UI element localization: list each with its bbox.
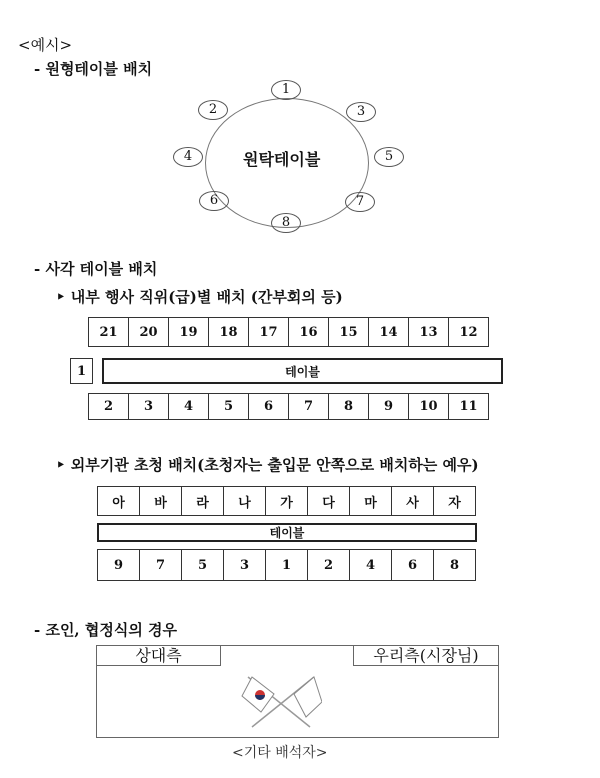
seat-7: 7 [345,192,375,212]
seat-cell: 13 [408,317,449,347]
seat-cell: 18 [208,317,249,347]
seat-cell: 2 [307,549,350,581]
crossed-flags-icon [240,672,322,728]
seat-cell: 4 [349,549,392,581]
external-table: 테이블 [97,523,477,542]
external-title: ‣ 외부기관 초청 배치(초청자는 출입문 안쪽으로 배치하는 예우) [56,456,479,474]
square-table-title: - 사각 테이블 배치 [34,260,158,278]
seat-cell: 가 [265,486,308,516]
seat-cell: 사 [391,486,434,516]
heading: <예시> [18,36,73,54]
seat-cell: 15 [328,317,369,347]
internal-top-row [88,317,488,347]
signing-title: - 조인, 협정식의 경우 [34,621,178,639]
round-table-title: - 원형테이블 배치 [34,60,153,78]
internal-bottom-row [88,393,488,420]
seat-3: 3 [346,102,376,122]
seat-cell: 12 [448,317,489,347]
seat-cell: 7 [139,549,182,581]
external-top-row [97,486,475,516]
internal-table: 테이블 [102,358,503,384]
seat-cell: 6 [248,393,289,420]
seat-2: 2 [198,100,228,120]
seat-6: 6 [199,191,229,211]
seat-cell: 10 [408,393,449,420]
round-table-label: 원탁테이블 [243,150,321,169]
seat-cell: 21 [88,317,129,347]
seat-cell: 3 [223,549,266,581]
seat-cell: 아 [97,486,140,516]
counterpart-side-label: 상대측 [96,645,221,666]
our-side-label: 우리측(시장님) [353,645,499,666]
seat-cell: 6 [391,549,434,581]
seat-cell: 16 [288,317,329,347]
seat-4: 4 [173,147,203,167]
seat-cell: 9 [368,393,409,420]
seat-5: 5 [374,147,404,167]
internal-head-seat: 1 [70,358,93,384]
seat-cell: 마 [349,486,392,516]
external-bottom-row [97,549,475,581]
seat-8: 8 [271,213,301,233]
seat-cell: 4 [168,393,209,420]
seat-1: 1 [271,80,301,100]
seat-cell: 라 [181,486,224,516]
seat-cell: 1 [265,549,308,581]
seat-cell: 20 [128,317,169,347]
internal-title: ‣ 내부 행사 직위(급)별 배치 (간부회의 등) [56,288,343,306]
seat-cell: 8 [433,549,476,581]
seat-cell: 바 [139,486,182,516]
caption: <기타 배석자> [232,745,328,761]
seat-cell: 5 [181,549,224,581]
seat-cell: 2 [88,393,129,420]
seat-cell: 8 [328,393,369,420]
seat-cell: 19 [168,317,209,347]
seat-cell: 7 [288,393,329,420]
seat-cell: 다 [307,486,350,516]
seat-cell: 11 [448,393,489,420]
seat-cell: 9 [97,549,140,581]
seat-cell: 5 [208,393,249,420]
seat-cell: 자 [433,486,476,516]
seat-cell: 17 [248,317,289,347]
seat-cell: 나 [223,486,266,516]
seat-cell: 14 [368,317,409,347]
seat-cell: 3 [128,393,169,420]
